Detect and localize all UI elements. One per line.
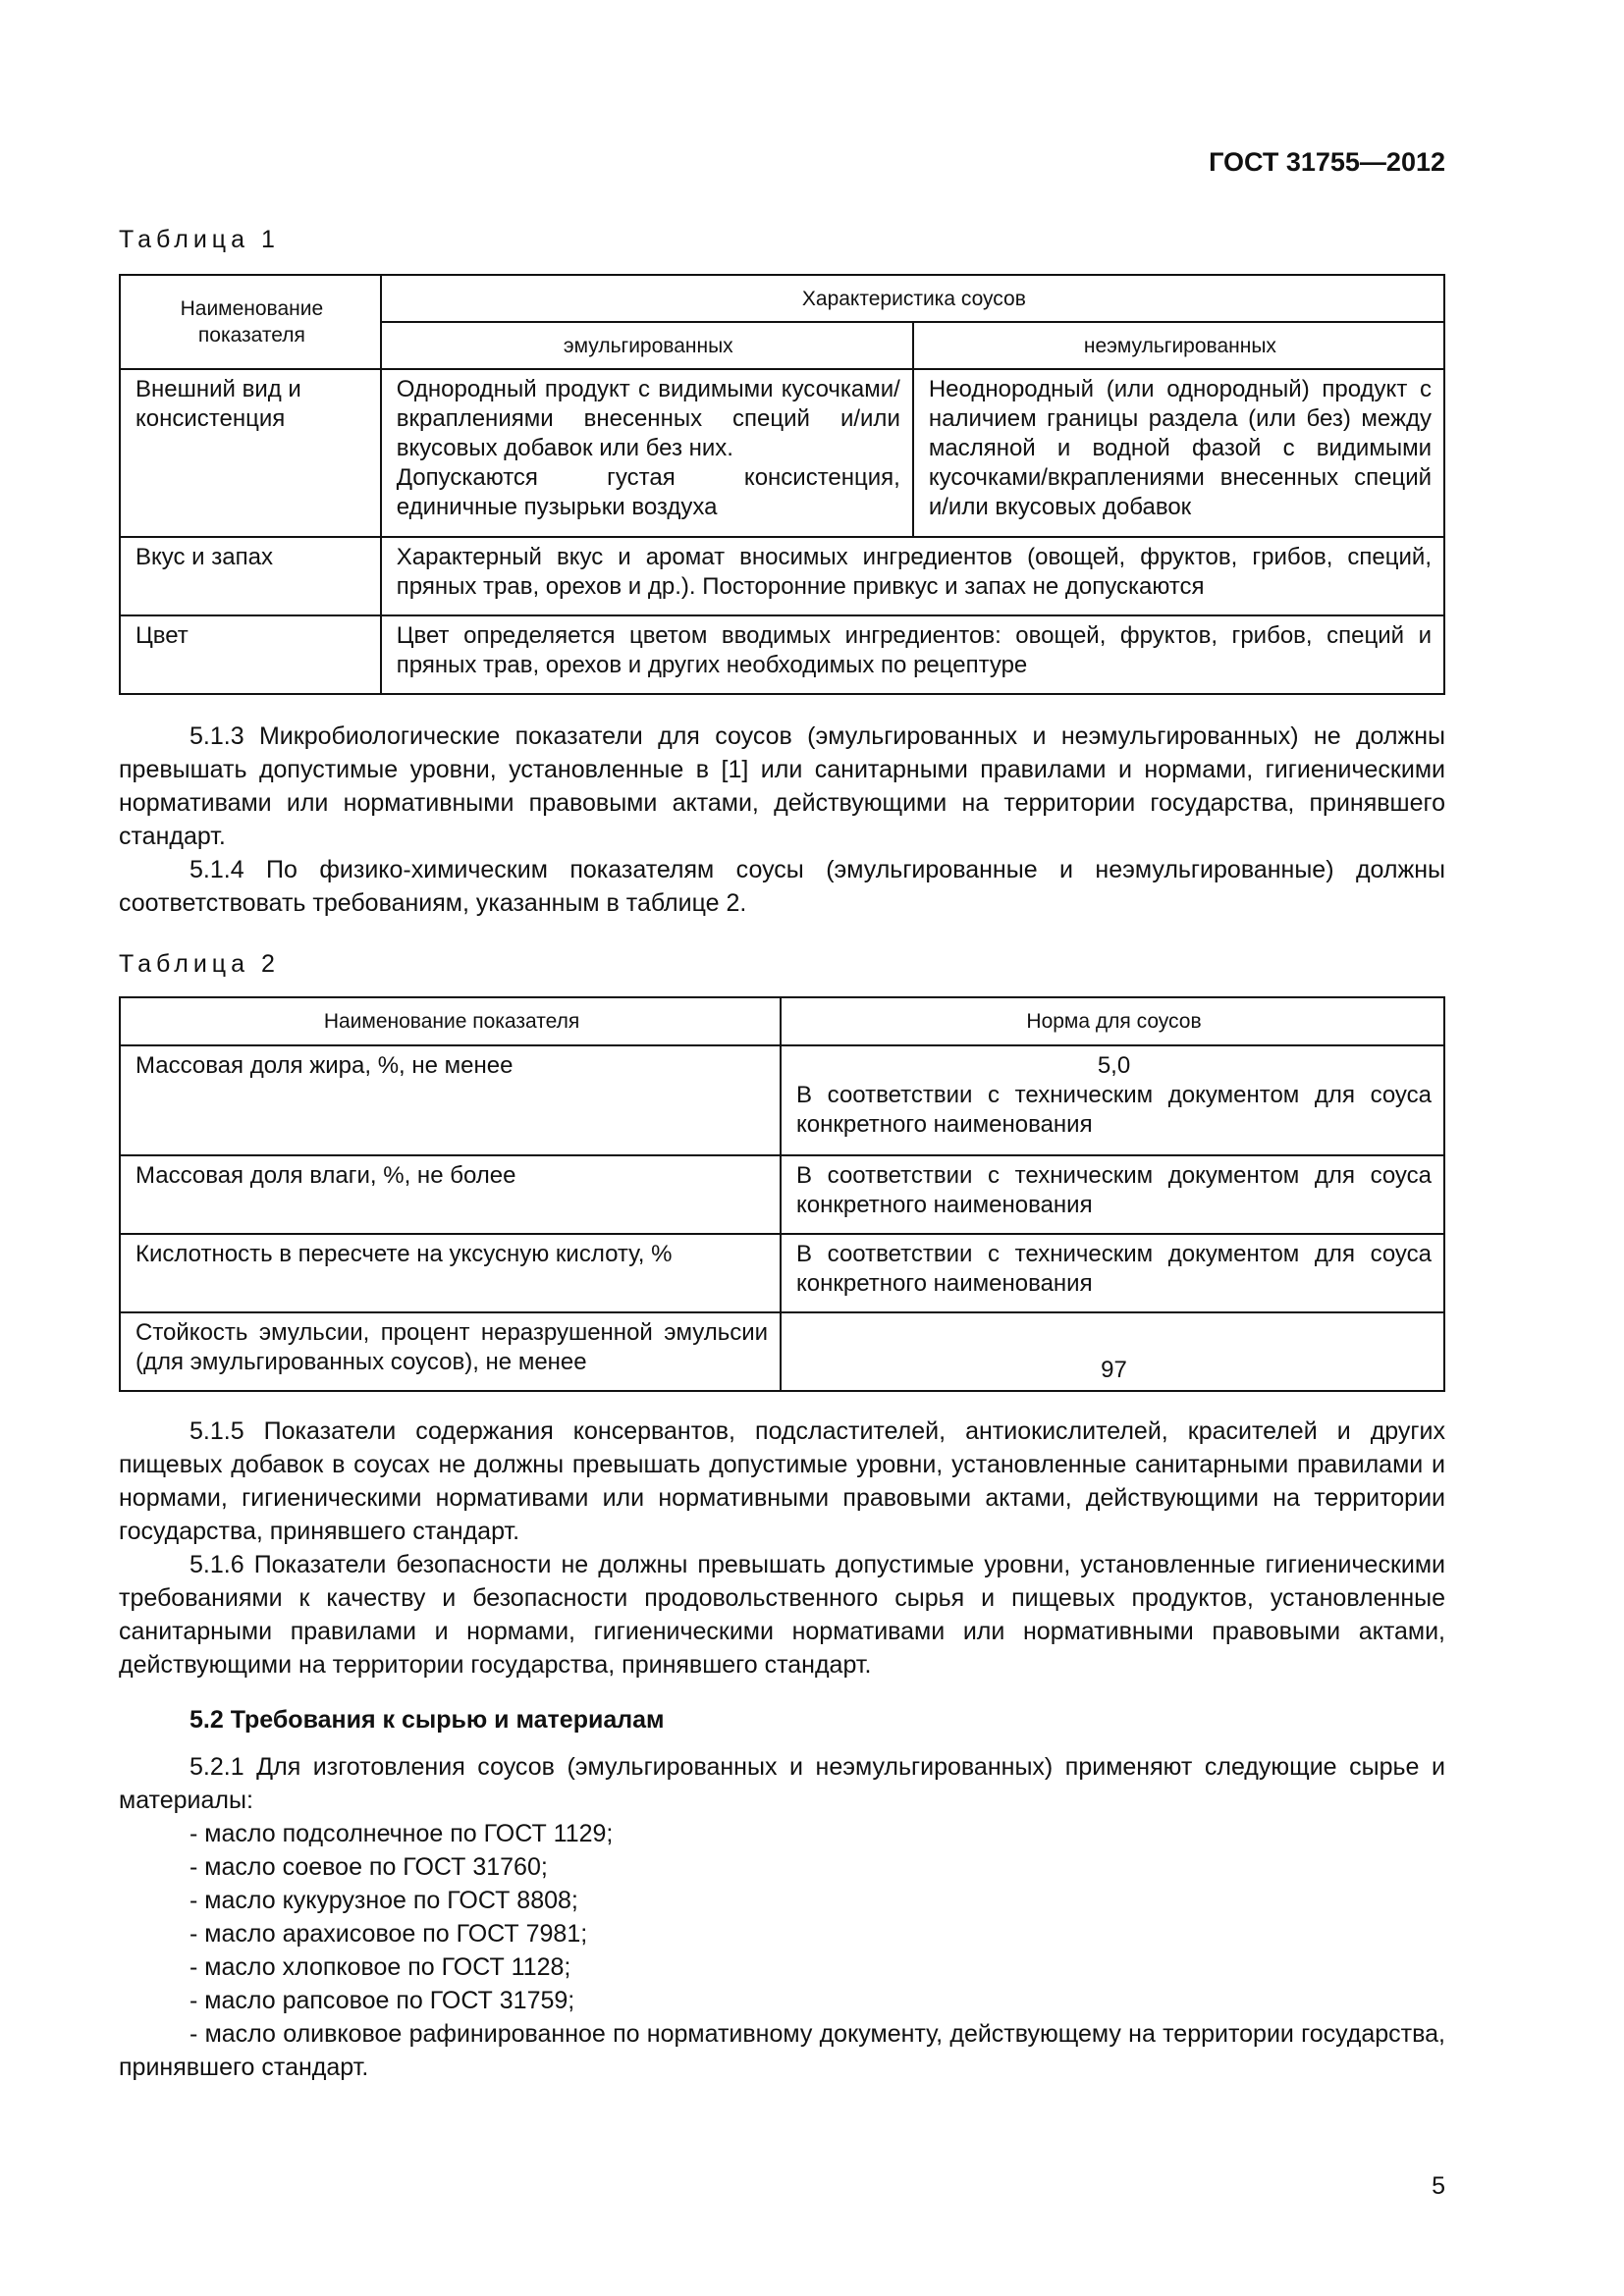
table2-row2-norm: В соответствии с техническим документом для соуса конкретного наименования <box>781 1155 1444 1234</box>
document-code: ГОСТ 31755—2012 <box>1209 147 1445 177</box>
table1-row2-value: Характерный вкус и аромат вносимых ингредиентов (овощей, фруктов, грибов, специй, пряных трав, орехов и др.). Посторонние привкус и запах не допускаются <box>381 537 1444 615</box>
section-5-2-title: 5.2 Требования к сырью и материалам <box>189 1706 665 1734</box>
table-row <box>120 1045 1444 1155</box>
table1-row1-emulsified-note: Допускаются густая консистенция, единичные пузырьки воздуха <box>396 464 900 520</box>
paragraph-5-1-6: 5.1.6 Показатели безопасности не должны превышать допустимые уровни, установленные гигиеническими требованиями к качеству и безопасности продовольственного сырья и пищевых продуктов, установленные санитарными правилами и нормами, гигиеническими нормативами или нормативными правовыми актами, действующими на территории государства, принявшего стандарт. <box>119 1551 1445 1679</box>
table1-row3-indicator: Цвет <box>120 615 381 694</box>
list-item: - масло кукурузное по ГОСТ 8808; <box>189 1887 578 1914</box>
table2 <box>119 996 1445 1392</box>
paragraph-5-1-5: 5.1.5 Показатели содержания консервантов, подсластителей, антиокислителей, красителей и других пищевых добавок в соусах не должны превышать допустимые уровни, установленные санитарными правилами и нормами, гигиеническими нормативами или нормативными правовыми актами, действующими на территории государства, принявшего стандарт. <box>119 1417 1445 1545</box>
table2-row1-norm-text: В соответствии с техническим документом для соуса конкретного наименования <box>796 1082 1432 1138</box>
paragraph-5-1-3: 5.1.3 Микробиологические показатели для соусов (эмульгированных и неэмульгированных) не должны превышать допустимые уровни, установленные в [1] или санитарными правилами и нормами, гигиеническими нормативами или нормативными правовыми актами, действующими на территории государства, принявшего стандарт. <box>119 722 1445 850</box>
paragraph-5-2-1: 5.2.1 Для изготовления соусов (эмульгированных и неэмульгированных) применяют следующие сырье и материалы: <box>119 1753 1445 1814</box>
table2-row1-norm-value: 5,0 <box>1097 1052 1131 1079</box>
list-item: - масло подсолнечное по ГОСТ 1129; <box>189 1820 614 1847</box>
table2-row3-indicator: Кислотность в пересчете на уксусную кислоту, % <box>120 1234 781 1312</box>
table1-row3-value: Цвет определяется цветом вводимых ингредиентов: овощей, фруктов, грибов, специй и пряных трав, орехов и других необходимых по рецептуре <box>381 615 1444 694</box>
table1-header-indicator: Наименование показателя <box>120 275 381 369</box>
list-item: - масло рапсовое по ГОСТ 31759; <box>189 1987 575 2014</box>
table-row <box>120 1234 1444 1312</box>
list-item: - масло хлопковое по ГОСТ 1128; <box>189 1953 571 1981</box>
table1-header-emulsified: эмульгированных <box>381 322 913 369</box>
table2-row1-indicator: Массовая доля жира, %, не менее <box>120 1045 781 1155</box>
table-row <box>120 615 1444 694</box>
table2-row4-indicator: Стойкость эмульсии, процент неразрушенной эмульсии (для эмульгированных соусов), не менее <box>120 1312 781 1391</box>
table1-row1-nonemulsified: Неоднородный (или однородный) продукт с наличием границы раздела (или без) между масляной и водной фазой с видимыми кусочками/вкраплениями внесенных специй и/или вкусовых добавок <box>913 369 1444 537</box>
list-item: - масло арахисовое по ГОСТ 7981; <box>189 1920 588 1948</box>
paragraph-5-1-4: 5.1.4 По физико-химическим показателям соусы (эмульгированные и неэмульгированные) должны соответствовать требованиям, указанным в таблице 2. <box>119 856 1445 917</box>
table1-header-group: Характеристика соусов <box>381 275 1444 322</box>
table-row <box>120 1155 1444 1234</box>
paragraphs-block-b <box>119 1415 1445 2084</box>
table1 <box>119 274 1445 695</box>
list-item: - масло оливковое рафинированное по нормативному документу, действующему на территории государства, принявшего стандарт. <box>119 2020 1445 2081</box>
table2-row2-indicator: Массовая доля влаги, %, не более <box>120 1155 781 1234</box>
table-row <box>120 369 1444 537</box>
list-item: - масло соевое по ГОСТ 31760; <box>189 1853 548 1881</box>
table1-row1-emulsified <box>381 369 913 537</box>
table1-row1-emulsified-text: Однородный продукт с видимыми кусочками/вкраплениями внесенных специй и/или вкусовых добавок или без них. <box>396 376 900 461</box>
table-row <box>120 537 1444 615</box>
page-number: 5 <box>1432 2172 1445 2200</box>
table2-caption: Таблица 2 <box>119 950 280 978</box>
table2-row1-norm <box>781 1045 1444 1155</box>
table2-row4-norm: 97 <box>781 1312 1444 1391</box>
table2-header-indicator: Наименование показателя <box>120 997 781 1045</box>
table2-header-norm: Норма для соусов <box>781 997 1444 1045</box>
table1-row2-indicator: Вкус и запах <box>120 537 381 615</box>
paragraphs-block-a <box>119 720 1445 920</box>
table1-caption: Таблица 1 <box>119 226 280 253</box>
table-row <box>120 1312 1444 1391</box>
table1-row1-indicator: Внешний вид и консистенция <box>120 369 381 537</box>
table1-header-nonemulsified: неэмульгированных <box>913 322 1444 369</box>
table2-row3-norm: В соответствии с техническим документом для соуса конкретного наименования <box>781 1234 1444 1312</box>
